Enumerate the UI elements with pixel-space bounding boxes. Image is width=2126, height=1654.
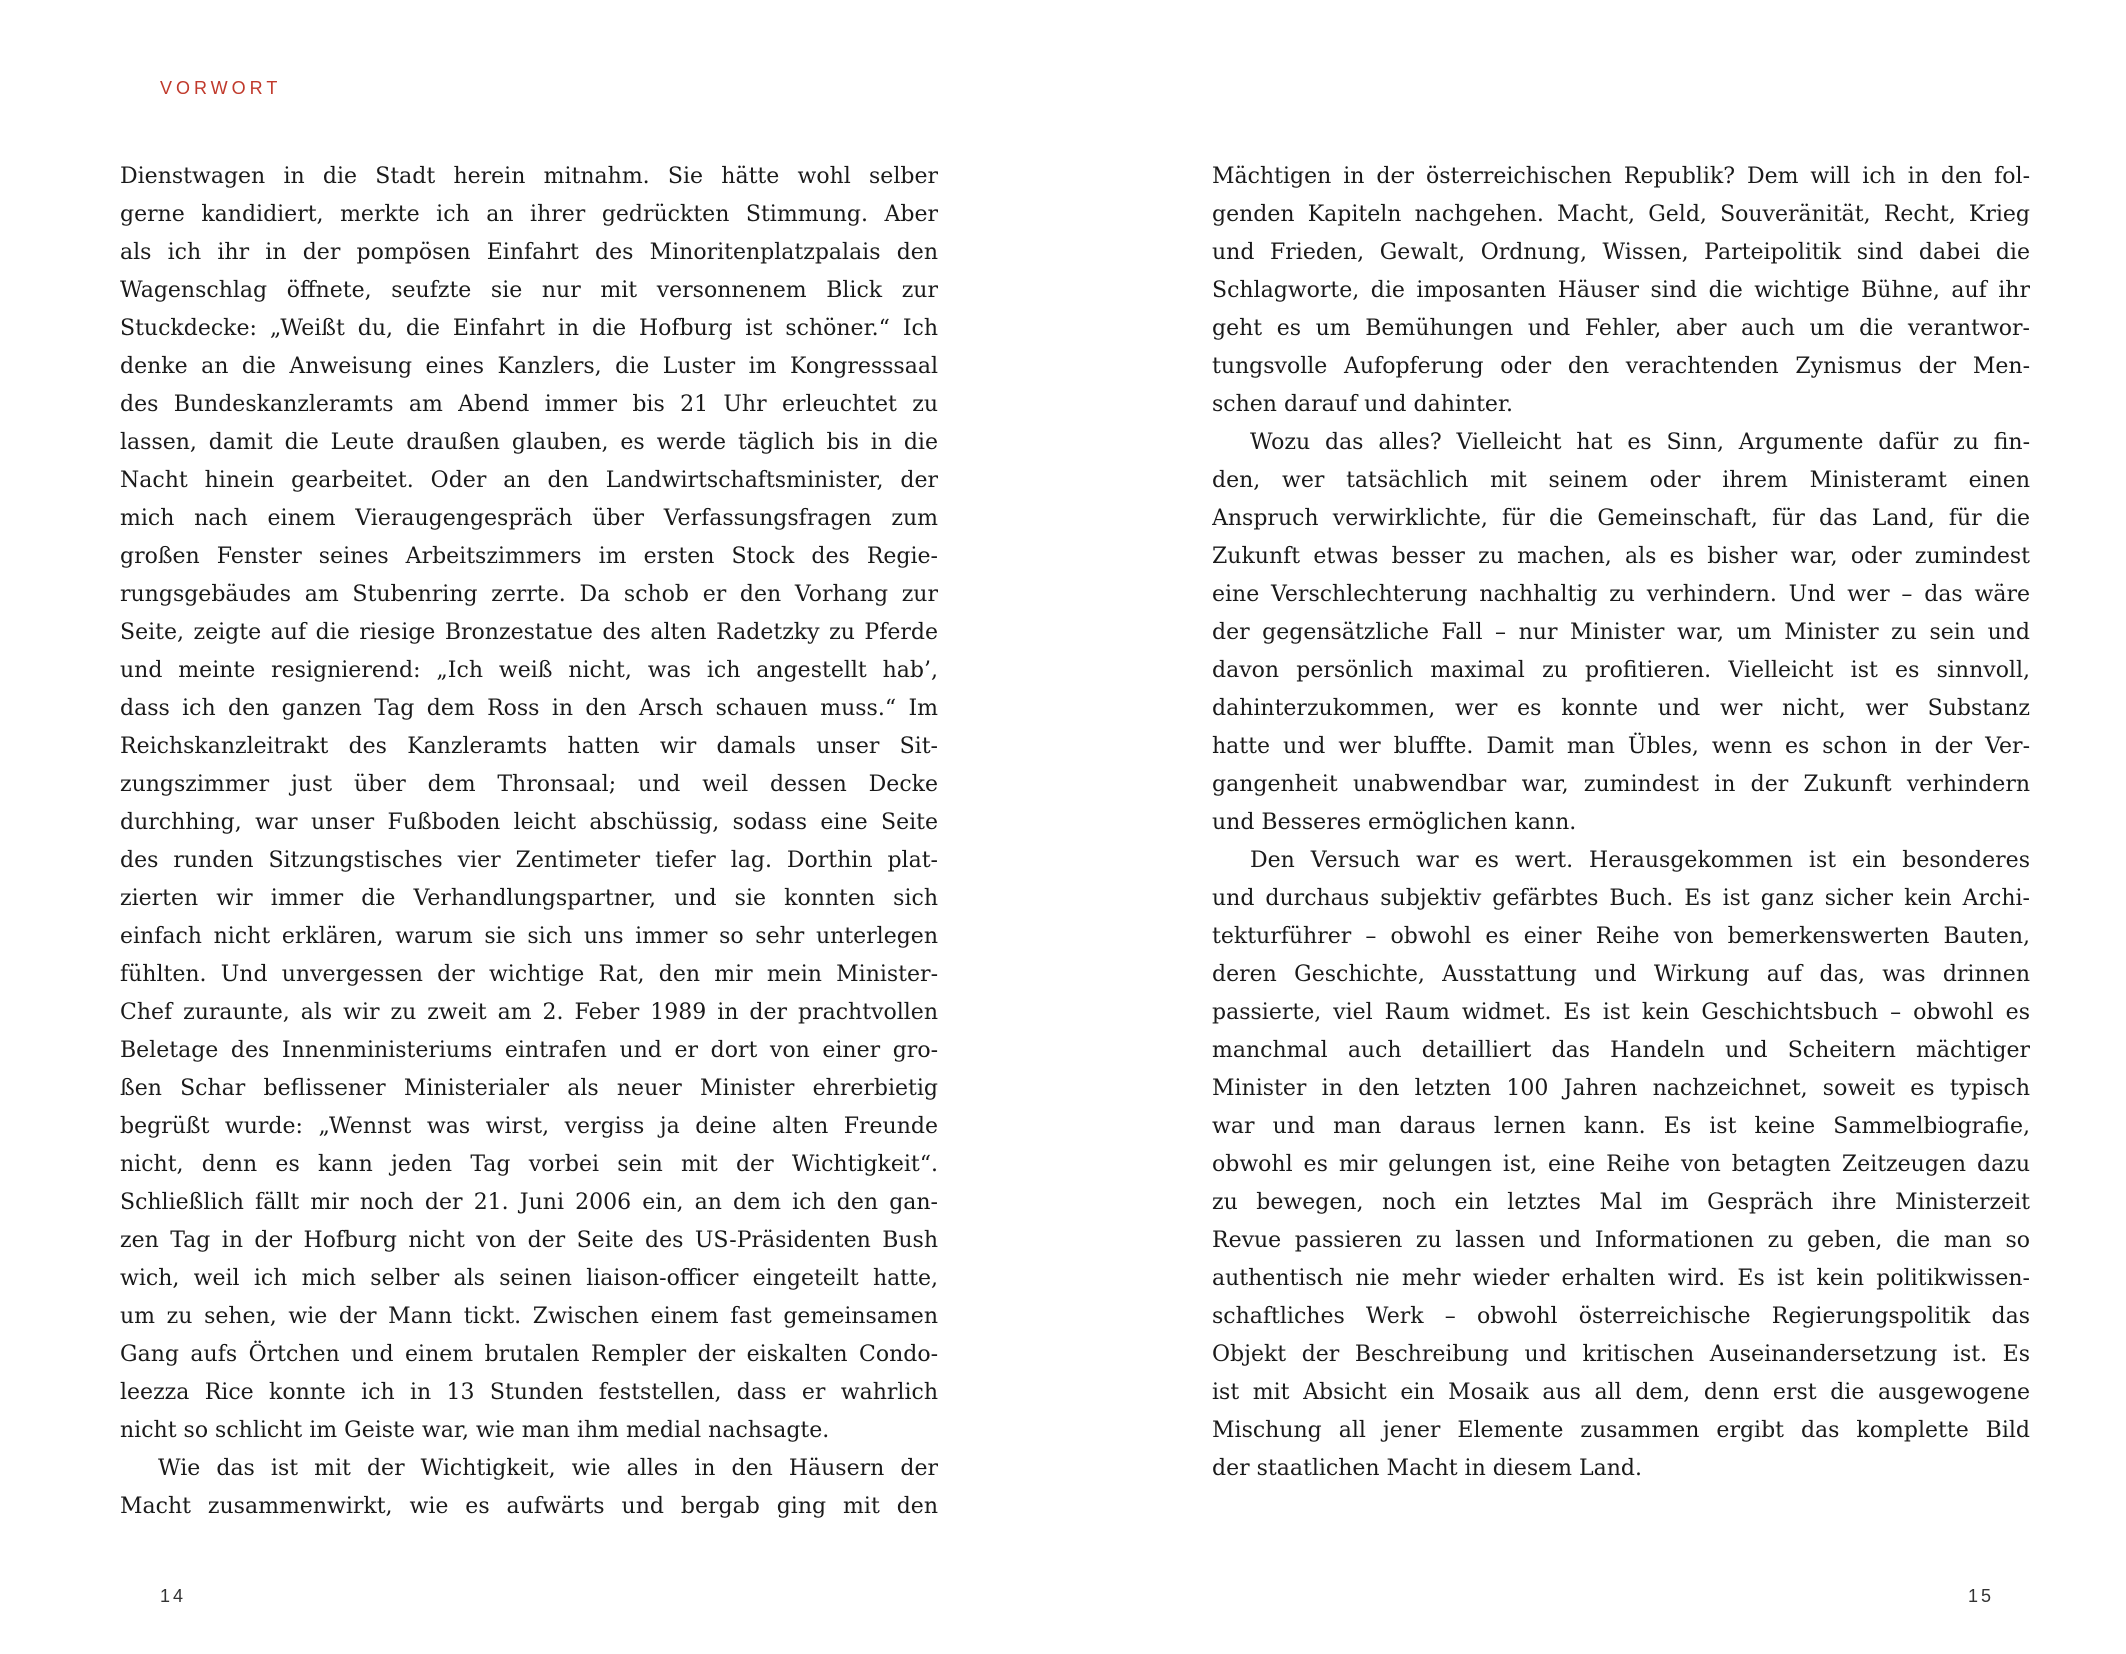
text-line: des runden Sitzungstisches vier Zentimeter tiefer lag. Dorthin plat- xyxy=(120,848,938,873)
text-line: zen Tag in der Hofburg nicht von der Seite des US-Präsidenten Bush xyxy=(120,1228,938,1253)
text-line: durchhing, war unser Fußboden leicht abschüssig, sodass eine Seite xyxy=(120,810,938,835)
text-line: des Bundeskanzleramts am Abend immer bis 21 Uhr erleuchtet zu xyxy=(120,392,938,417)
text-line: authentisch nie mehr wieder erhalten wird. Es ist kein politikwissen- xyxy=(1212,1266,2030,1291)
text-line: Minister in den letzten 100 Jahren nachzeichnet, soweit es typisch xyxy=(1212,1076,2030,1101)
text-line: begrüßt wurde: „Wennst was wirst, vergiss ja deine alten Freunde xyxy=(120,1114,938,1139)
text-line: schaftliches Werk – obwohl österreichische Regierungspolitik das xyxy=(1212,1304,2030,1329)
text-line: leezza Rice konnte ich in 13 Stunden feststellen, dass er wahrlich xyxy=(120,1380,938,1405)
text-line: Objekt der Beschreibung und kritischen Auseinandersetzung ist. Es xyxy=(1212,1342,2030,1367)
text-line: rungsgebäudes am Stubenring zerrte. Da schob er den Vorhang zur xyxy=(120,582,938,607)
text-line: schen darauf und dahinter. xyxy=(1212,392,1514,417)
text-line: mich nach einem Vieraugengespräch über Verfassungsfragen zum xyxy=(120,506,938,531)
right-page-text xyxy=(1212,158,2030,1488)
text-line: zu bewegen, noch ein letztes Mal im Gespräch ihre Ministerzeit xyxy=(1212,1190,2030,1215)
text-line: Macht zusammenwirkt, wie es aufwärts und bergab ging mit den xyxy=(120,1494,938,1519)
text-line: hatte und wer bluffte. Damit man Übles, wenn es schon in der Ver- xyxy=(1212,734,2030,759)
text-line: Gang aufs Örtchen und einem brutalen Rempler der eiskalten Condo- xyxy=(120,1342,938,1367)
text-line: Chef zuraunte, als wir zu zweit am 2. Feber 1989 in der prachtvollen xyxy=(120,1000,938,1025)
text-line: gerne kandidiert, merkte ich an ihrer gedrückten Stimmung. Aber xyxy=(120,202,938,227)
text-line: Seite, zeigte auf die riesige Bronzestatue des alten Radetzky zu Pferde xyxy=(120,620,938,645)
page-number-right: 15 xyxy=(1968,1586,1995,1606)
text-line: genden Kapiteln nachgehen. Macht, Geld, Souveränität, Recht, Krieg xyxy=(1212,202,2030,227)
text-line: Zukunft etwas besser zu machen, als es bisher war, oder zumindest xyxy=(1212,544,2030,569)
text-line: der staatlichen Macht in diesem Land. xyxy=(1212,1456,1642,1481)
text-line: fühlten. Und unvergessen der wichtige Rat, den mir mein Minister- xyxy=(120,962,938,987)
text-line: und Frieden, Gewalt, Ordnung, Wissen, Parteipolitik sind dabei die xyxy=(1212,240,2030,265)
text-line: um zu sehen, wie der Mann tickt. Zwischen einem fast gemeinsamen xyxy=(120,1304,938,1329)
text-line: dass ich den ganzen Tag dem Ross in den Arsch schauen muss.“ Im xyxy=(120,696,938,721)
text-line: lassen, damit die Leute draußen glauben, es werde täglich bis in die xyxy=(120,430,938,455)
text-line: war und man daraus lernen kann. Es ist keine Sammelbiografie, xyxy=(1212,1114,2030,1139)
text-line: davon persönlich maximal zu profitieren. Vielleicht ist es sinnvoll, xyxy=(1212,658,2030,683)
text-line: Dienstwagen in die Stadt herein mitnahm. Sie hätte wohl selber xyxy=(120,164,938,189)
text-line: Schließlich fällt mir noch der 21. Juni 2006 ein, an dem ich den gan- xyxy=(120,1190,938,1215)
text-line: zierten wir immer die Verhandlungspartner, und sie konnten sich xyxy=(120,886,938,911)
text-line: manchmal auch detailliert das Handeln und Scheitern mächtiger xyxy=(1212,1038,2030,1063)
text-line: tungsvolle Aufopferung oder den verachtenden Zynismus der Men- xyxy=(1212,354,2030,379)
text-line: denke an die Anweisung eines Kanzlers, die Luster im Kongresssaal xyxy=(120,354,938,379)
text-line: und Besseres ermöglichen kann. xyxy=(1212,810,1577,835)
page-number-left: 14 xyxy=(160,1586,187,1606)
text-line: ist mit Absicht ein Mosaik aus all dem, denn erst die ausgewogene xyxy=(1212,1380,2030,1405)
running-head: VORWORT xyxy=(160,78,282,98)
left-page-text xyxy=(120,158,938,1526)
text-line: Mischung all jener Elemente zusammen ergibt das komplette Bild xyxy=(1212,1418,2030,1443)
text-line: Mächtigen in der österreichischen Republik? Dem will ich in den fol- xyxy=(1212,164,2030,189)
text-line: Den Versuch war es wert. Herausgekommen ist ein besonderes xyxy=(1250,848,2030,873)
text-line: Revue passieren zu lassen und Informationen zu geben, die man so xyxy=(1212,1228,2030,1253)
text-line: Nacht hinein gearbeitet. Oder an den Landwirtschaftsminister, der xyxy=(120,468,938,493)
text-line: ßen Schar beflissener Ministerialer als neuer Minister ehrerbietig xyxy=(120,1076,938,1101)
text-line: gangenheit unabwendbar war, zumindest in der Zukunft verhindern xyxy=(1212,772,2030,797)
text-line: einfach nicht erklären, warum sie sich uns immer so sehr unterlegen xyxy=(120,924,938,949)
text-line: den, wer tatsächlich mit seinem oder ihrem Ministeramt einen xyxy=(1212,468,2030,493)
text-line: Reichskanzleitrakt des Kanzleramts hatten wir damals unser Sit- xyxy=(120,734,938,759)
text-line: Wagenschlag öffnete, seufzte sie nur mit versonnenem Blick zur xyxy=(120,278,938,303)
text-line: deren Geschichte, Ausstattung und Wirkung auf das, was drinnen xyxy=(1212,962,2030,987)
text-line: und durchaus subjektiv gefärbtes Buch. Es ist ganz sicher kein Archi- xyxy=(1212,886,2030,911)
text-line: wich, weil ich mich selber als seinen liaison-officer eingeteilt hatte, xyxy=(120,1266,938,1291)
text-line: als ich ihr in der pompösen Einfahrt des Minoritenplatzpalais den xyxy=(120,240,938,265)
text-line: Stuckdecke: „Weißt du, die Einfahrt in die Hofburg ist schöner.“ Ich xyxy=(120,316,938,341)
text-line: Beletage des Innenministeriums eintrafen und er dort von einer gro- xyxy=(120,1038,938,1063)
text-line: dahinterzukommen, wer es konnte und wer nicht, wer Substanz xyxy=(1212,696,2030,721)
text-line: großen Fenster seines Arbeitszimmers im ersten Stock des Regie- xyxy=(120,544,938,569)
text-line: Schlagworte, die imposanten Häuser sind die wichtige Bühne, auf ihr xyxy=(1212,278,2030,303)
text-line: nicht so schlicht im Geiste war, wie man ihm medial nachsagte. xyxy=(120,1418,830,1443)
text-line: und meinte resignierend: „Ich weiß nicht, was ich angestellt hab’, xyxy=(120,658,938,683)
text-line: obwohl es mir gelungen ist, eine Reihe von betagten Zeitzeugen dazu xyxy=(1212,1152,2030,1177)
text-line: passierte, viel Raum widmet. Es ist kein Geschichtsbuch – obwohl es xyxy=(1212,1000,2030,1025)
text-line: der gegensätzliche Fall – nur Minister war, um Minister zu sein und xyxy=(1212,620,2030,645)
text-line: Anspruch verwirklichte, für die Gemeinschaft, für das Land, für die xyxy=(1212,506,2030,531)
text-line: zungszimmer just über dem Thronsaal; und weil dessen Decke xyxy=(120,772,938,797)
text-line: tekturführer – obwohl es einer Reihe von bemerkenswerten Bauten, xyxy=(1212,924,2030,949)
text-line: Wozu das alles? Vielleicht hat es Sinn, Argumente dafür zu fin- xyxy=(1250,430,2030,455)
text-line: nicht, denn es kann jeden Tag vorbei sein mit der Wichtigkeit“. xyxy=(120,1152,938,1177)
text-line: geht es um Bemühungen und Fehler, aber auch um die verantwor- xyxy=(1212,316,2030,341)
text-line: eine Verschlechterung nachhaltig zu verhindern. Und wer – das wäre xyxy=(1212,582,2030,607)
text-line: Wie das ist mit der Wichtigkeit, wie alles in den Häusern der xyxy=(158,1456,938,1481)
